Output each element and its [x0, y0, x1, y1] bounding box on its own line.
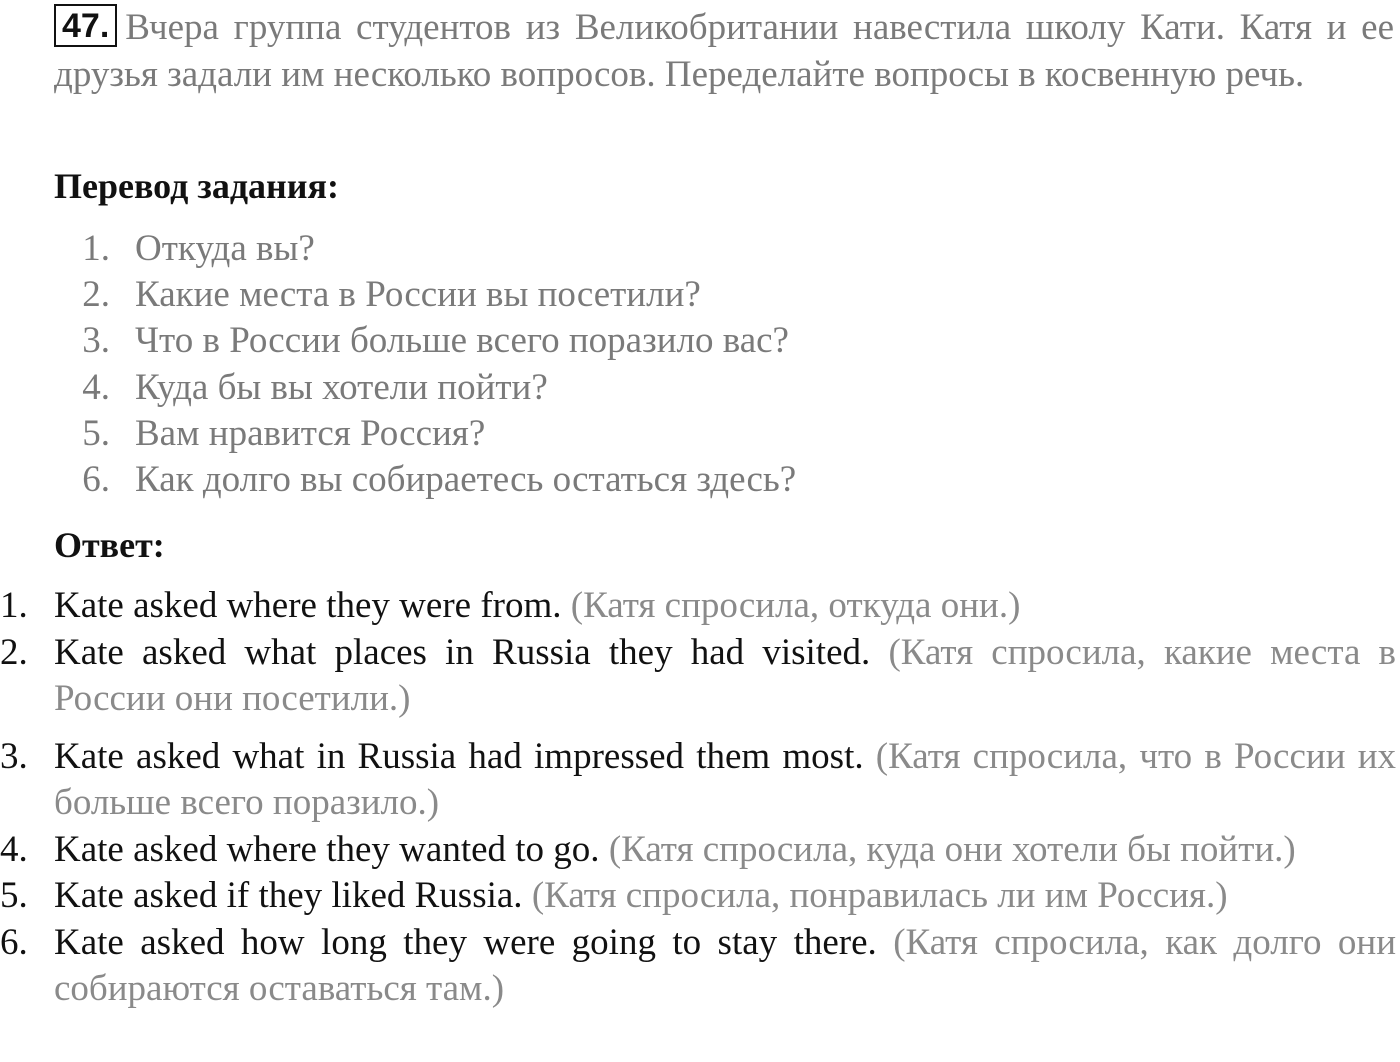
answer-list — [0, 583, 1396, 1013]
answer-english: Kate asked if they liked Russia. — [54, 875, 523, 916]
answer-item — [0, 583, 1396, 630]
question-item — [70, 272, 796, 318]
answer-number: 5 . — [0, 873, 28, 920]
task-number-box: 47. — [54, 4, 117, 47]
question-item — [70, 318, 796, 364]
question-text: Как долго вы собираетесь остаться здесь? — [135, 459, 797, 501]
question-item — [70, 226, 796, 272]
answer-russian: (Катя спросила, какие места в России они посетили.) — [54, 631, 1397, 719]
answer-item — [0, 827, 1396, 874]
answer-russian: (Катя спросила, как долго они собираются оставаться там.) — [54, 921, 1396, 1009]
answer-english: Kate asked where they were from. — [54, 585, 562, 626]
question-number: 1 . — [70, 226, 110, 272]
answer-number: 6 . — [0, 920, 28, 967]
answer-number: 1 . — [0, 583, 28, 630]
answer-item — [0, 873, 1396, 920]
answer-number: 3 . — [0, 734, 28, 781]
question-text: Откуда вы? — [135, 228, 315, 269]
question-number: 5 . — [70, 411, 110, 457]
answer-number: 2 . — [0, 630, 28, 677]
question-item — [70, 457, 796, 503]
question-number: 2 . — [70, 272, 110, 318]
question-number: 3 . — [70, 318, 110, 364]
question-item — [70, 411, 796, 457]
question-item — [70, 365, 796, 411]
question-list — [70, 226, 796, 503]
question-text: Что в России больше всего поразило вас? — [135, 320, 789, 362]
answer-number: 4 . — [0, 827, 28, 874]
answer-item — [0, 920, 1396, 1013]
question-number: 4 . — [70, 365, 110, 411]
question-text: Вам нравится Россия? — [135, 412, 486, 454]
answer-item — [0, 630, 1396, 723]
answer-russian: (Катя спросила, откуда они.) — [570, 585, 1021, 626]
answer-item — [0, 734, 1396, 827]
answer-english: Kate asked where they wanted to go. — [54, 828, 600, 870]
answer-russian: (Катя спросила, куда они хотели бы пойти.) — [608, 828, 1296, 870]
task-statement — [54, 4, 1394, 98]
question-text: Какие места в России вы посетили? — [135, 274, 701, 316]
answer-english: Kate asked how long they were going to stay there. — [54, 921, 877, 963]
task-text: Вчера группа студентов из Великобритании навестила школу Кати. Катя и ее друзья задали им несколько вопросов. Переделайте вопросы в косвенную речь. — [54, 7, 1394, 95]
answer-russian: (Катя спросила, понравилась ли им Россия.) — [531, 875, 1228, 916]
translation-heading: Перевод задания: — [54, 166, 339, 206]
answer-english: Kate asked what places in Russia they had visited. — [54, 631, 871, 673]
answer-heading: Ответ: — [54, 525, 165, 565]
answer-russian: (Катя спросила, что в России их больше всего поразило.) — [54, 735, 1396, 823]
question-text: Куда бы вы хотели пойти? — [135, 366, 548, 408]
question-number: 6 . — [70, 457, 110, 503]
answer-english: Kate asked what in Russia had impressed them most. — [54, 735, 864, 777]
